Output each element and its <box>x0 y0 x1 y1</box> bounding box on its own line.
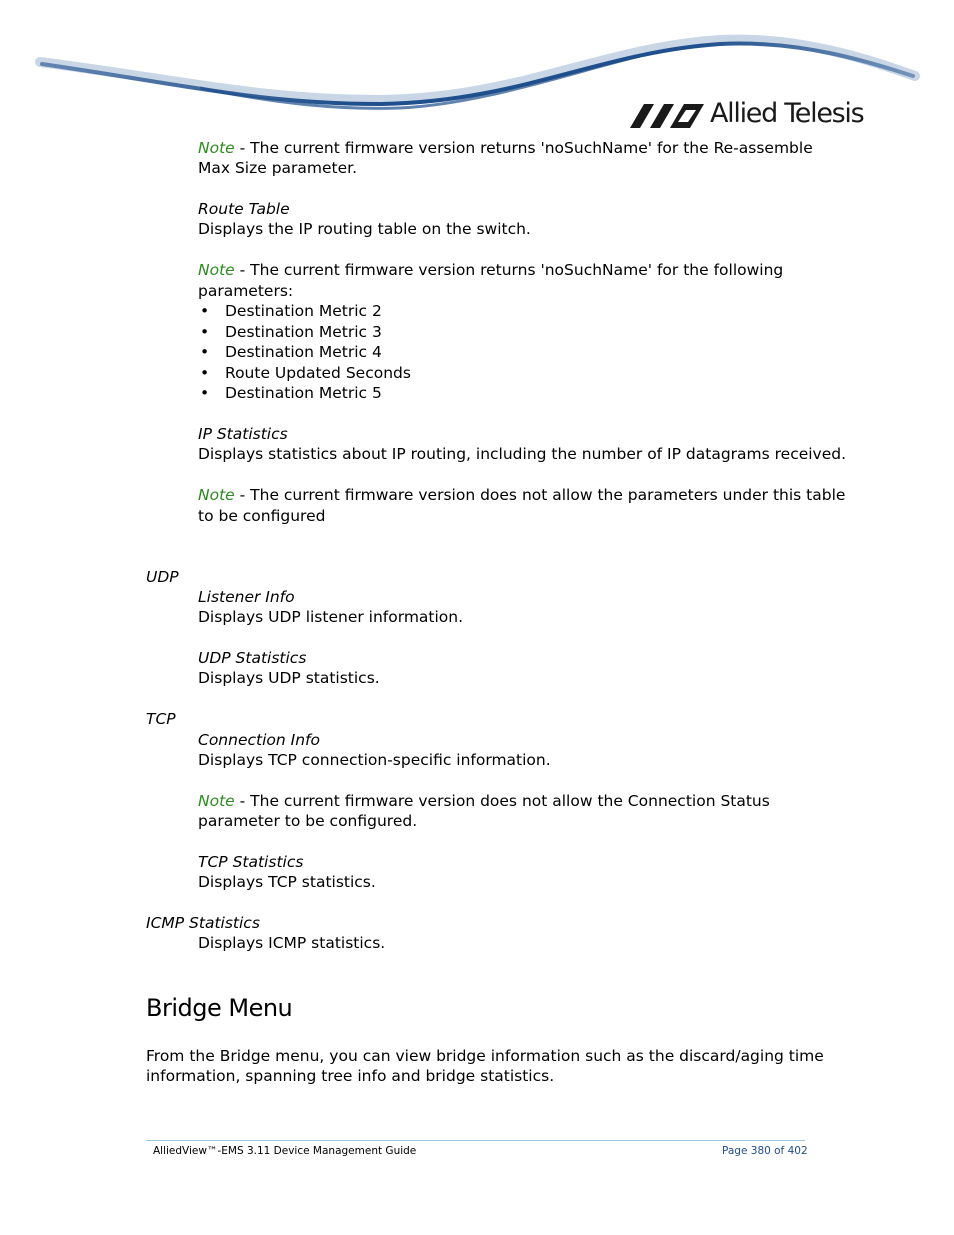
bridge-paragraph-line-1: From the Bridge menu, you can view bridge information such as the discard/aging time <box>146 1047 824 1065</box>
note-4-line-2: parameter to be configured. <box>198 812 418 830</box>
note-label: Note <box>198 139 235 157</box>
tcp-section-title: TCP <box>146 710 176 728</box>
bridge-paragraph-line-2: information, spanning tree info and bridge statistics. <box>146 1067 555 1085</box>
note-label: Note <box>198 486 235 504</box>
allied-telesis-logo <box>630 100 870 136</box>
note-label: Note <box>198 792 235 810</box>
logo-mark-icon <box>630 102 706 130</box>
note-3-line-2: to be configured <box>198 507 326 525</box>
logo-text: Allied Telesis <box>710 98 864 129</box>
listener-info-desc: Displays UDP listener information. <box>198 608 464 626</box>
list-item: • Route Updated Seconds <box>200 363 411 382</box>
ip-statistics-desc: Displays statistics about IP routing, including the number of IP datagrams received. <box>198 445 847 463</box>
route-table-desc: Displays the IP routing table on the switch. <box>198 220 531 238</box>
footer-divider <box>146 1140 805 1141</box>
list-item: • Destination Metric 3 <box>200 322 382 341</box>
route-table-title: Route Table <box>198 200 290 218</box>
tcp-statistics-desc: Displays TCP statistics. <box>198 873 376 891</box>
note-1-line-1 <box>198 138 813 159</box>
note-2-text: - The current firmware version returns 'noSuchName' for the following <box>234 261 784 279</box>
note-2-line-1 <box>198 260 783 281</box>
udp-statistics-desc: Displays UDP statistics. <box>198 669 380 687</box>
connection-info-desc: Displays TCP connection-specific information. <box>198 751 551 769</box>
connection-info-title: Connection Info <box>198 731 320 749</box>
tcp-statistics-title: TCP Statistics <box>198 853 304 871</box>
udp-statistics-title: UDP Statistics <box>198 649 307 667</box>
note-1-line-2: Max Size parameter. <box>198 159 358 177</box>
footer-guide-title: AlliedView™-EMS 3.11 Device Management Guide <box>153 1145 417 1157</box>
note-3-line-1 <box>198 485 845 506</box>
note-3-text: - The current firmware version does not allow the parameters under this table <box>234 486 846 504</box>
note-4-line-1 <box>198 791 770 812</box>
list-item: • Destination Metric 4 <box>200 343 382 361</box>
footer-page-number: Page 380 of 402 <box>722 1145 808 1157</box>
icmp-statistics-title: ICMP Statistics <box>146 914 260 932</box>
note-2-line-2: parameters: <box>198 282 294 300</box>
udp-section-title: UDP <box>146 568 179 586</box>
listener-info-title: Listener Info <box>198 588 295 606</box>
ip-statistics-title: IP Statistics <box>198 425 288 443</box>
note-1-text: - The current firmware version returns 'noSuchName' for the Re-assemble <box>234 139 813 157</box>
parameter-list <box>198 301 411 404</box>
list-item: • Destination Metric 5 <box>200 384 382 402</box>
bridge-menu-heading: Bridge Menu <box>146 994 293 1022</box>
icmp-statistics-desc: Displays ICMP statistics. <box>198 934 386 952</box>
note-label: Note <box>198 261 235 279</box>
note-4-text: - The current firmware version does not allow the Connection Status <box>234 792 770 810</box>
list-item: • Destination Metric 2 <box>200 302 382 320</box>
